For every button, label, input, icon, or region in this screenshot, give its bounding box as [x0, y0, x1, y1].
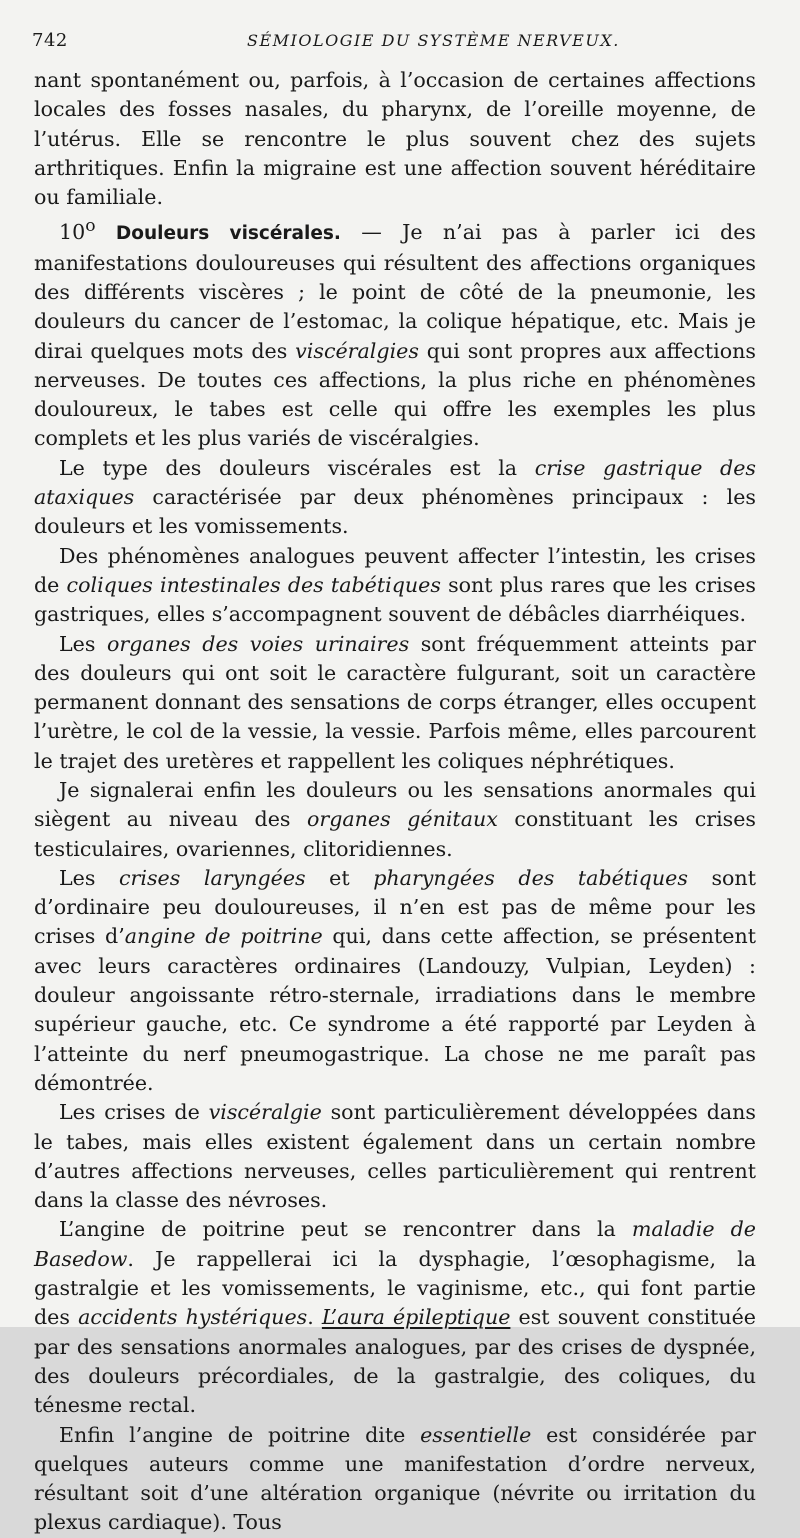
italic-term: maladie de Basedow	[34, 1217, 756, 1271]
paragraph	[34, 212, 756, 453]
page-number: 742	[32, 30, 68, 51]
text-run: Les	[59, 865, 120, 890]
text-run: Les	[59, 631, 107, 656]
paragraph	[34, 776, 756, 864]
section-title: Douleurs viscérales.	[115, 223, 341, 245]
text-run: sont d’ordinaire peu douloureuses, il n’en est pas de même pour les crises d’	[34, 865, 756, 949]
body-text	[34, 66, 756, 1538]
text-run: qui, dans cette affection, se présentent avec leurs caractères ordinaires (Landouzy, Vulpian, Leyden) : douleur angoissante rétro-sternale, irradiations dans le membre supérieur gauche, etc. Ce syndrome a été rapporté par Leyden à l’atteinte du nerf pneumogastrique. La chose ne me paraît pas démontrée.	[34, 924, 756, 1095]
underlined-italic-term: L’aura épileptique	[321, 1305, 511, 1330]
text-run: .	[307, 1305, 322, 1330]
text-run: Le type des douleurs viscérales est la	[59, 455, 535, 480]
italic-term: accidents hystériques	[78, 1305, 308, 1330]
italic-term: angine de poitrine	[124, 924, 323, 949]
text-run: sont plus rares que les crises gastriques, elles s’accompagnent souvent de débâcles diarrhéiques.	[34, 572, 756, 627]
text-run: sont fréquemment atteints par des douleurs qui ont soit le caractère fulgurant, soit un caractère permanent donnant des sensations de corps étranger, elles occupent l’urètre, le col de la vessie, la vessie. Parfois même, elles parcourent le trajet des uretères et rappellent les coliques néphrétiques.	[34, 631, 756, 773]
italic-term: essentielle	[420, 1422, 532, 1447]
italic-term: organes des voies urinaires	[107, 631, 410, 656]
italic-term: organes génitaux	[306, 807, 498, 832]
text-run: sont particulièrement développées dans le tabes, mais elles existent également dans un certain nombre d’autres affections nerveuses, celles particulièrement qui rentrent dans la classe des névroses.	[34, 1100, 757, 1213]
paragraph	[34, 1421, 756, 1538]
text-run: . Je rappellerai ici la dysphagie, l’œsophagisme, la gastralgie et les vomissements, le vaginisme, etc., qui font partie des	[34, 1246, 756, 1330]
paragraph	[34, 630, 756, 776]
text-run: 10	[59, 220, 86, 245]
text-run: caractérisée par deux phénomènes principaux : les douleurs et les vomissements.	[34, 485, 756, 539]
paragraph	[34, 1215, 756, 1420]
text-run: L’angine de poitrine peut se rencontrer dans la	[59, 1217, 632, 1242]
italic-term: pharyngées des tabétiques	[373, 865, 688, 890]
paragraph	[34, 66, 756, 212]
italic-term: viscéralgie	[208, 1100, 322, 1125]
text-run: est considérée par quelques auteurs comme une manifestation d’ordre nerveux, résultant soit d’une altération organique (névrite ou irritation du plexus cardiaque). Tous	[34, 1422, 756, 1535]
ordinal-superscript: o	[85, 216, 96, 237]
text-run: Les crises de	[59, 1100, 209, 1125]
paragraph	[34, 542, 756, 630]
paragraph	[34, 864, 756, 1098]
running-head: SÉMIOLOGIE DU SYSTÈME NERVEUX.	[247, 31, 620, 50]
text-run	[96, 220, 116, 244]
italic-term: coliques intestinales des tabétiques	[66, 572, 441, 597]
text-run: — Je n’ai pas à parler ici des manifestations douloureuses qui résultent des affections organiques des différents viscères ; le point de côté de la pneumonie, les douleurs du cancer de l’estomac, la colique hépatique, etc. Mais je dirai quelques mots des	[34, 220, 756, 363]
italic-term: crise gastrique des ataxiques	[34, 455, 757, 510]
text-run: qui sont propres aux affections nerveuses. De toutes ces affections, la plus riche en phénomènes douloureux, le tabes est celle qui offre les exemples les plus complets et les plus variés de viscéralgies.	[34, 338, 756, 451]
text-run: Enfin l’angine de poitrine dite	[59, 1422, 421, 1447]
text-run: Des phénomènes analogues peuvent affecter l’intestin, les crises de	[34, 543, 756, 597]
text-run: Je signalerai enfin les douleurs ou les sensations anormales qui siègent au niveau des	[34, 777, 756, 832]
paragraph	[34, 454, 756, 542]
text-run: et	[305, 865, 374, 890]
text-run: constituant les crises testiculaires, ovariennes, clitoridiennes.	[34, 807, 756, 861]
italic-term: viscéralgies	[295, 338, 419, 363]
page-header	[32, 30, 772, 56]
text-run: nant spontanément ou, parfois, à l’occasion de certaines affections locales des fosses nasales, du pharynx, de l’oreille moyenne, de l’utérus. Elle se rencontre le plus souvent chez des sujets arthritiques. Enfin la migraine est une affection souvent héréditaire ou familiale.	[34, 68, 756, 210]
paragraph	[34, 1098, 756, 1215]
italic-term: crises laryngées	[119, 865, 306, 890]
text-run: est souvent constituée par des sensations anormales analogues, par des crises de dyspnée, des douleurs précordiales, de la gastralgie, des coliques, du ténesme rectal.	[34, 1305, 756, 1418]
